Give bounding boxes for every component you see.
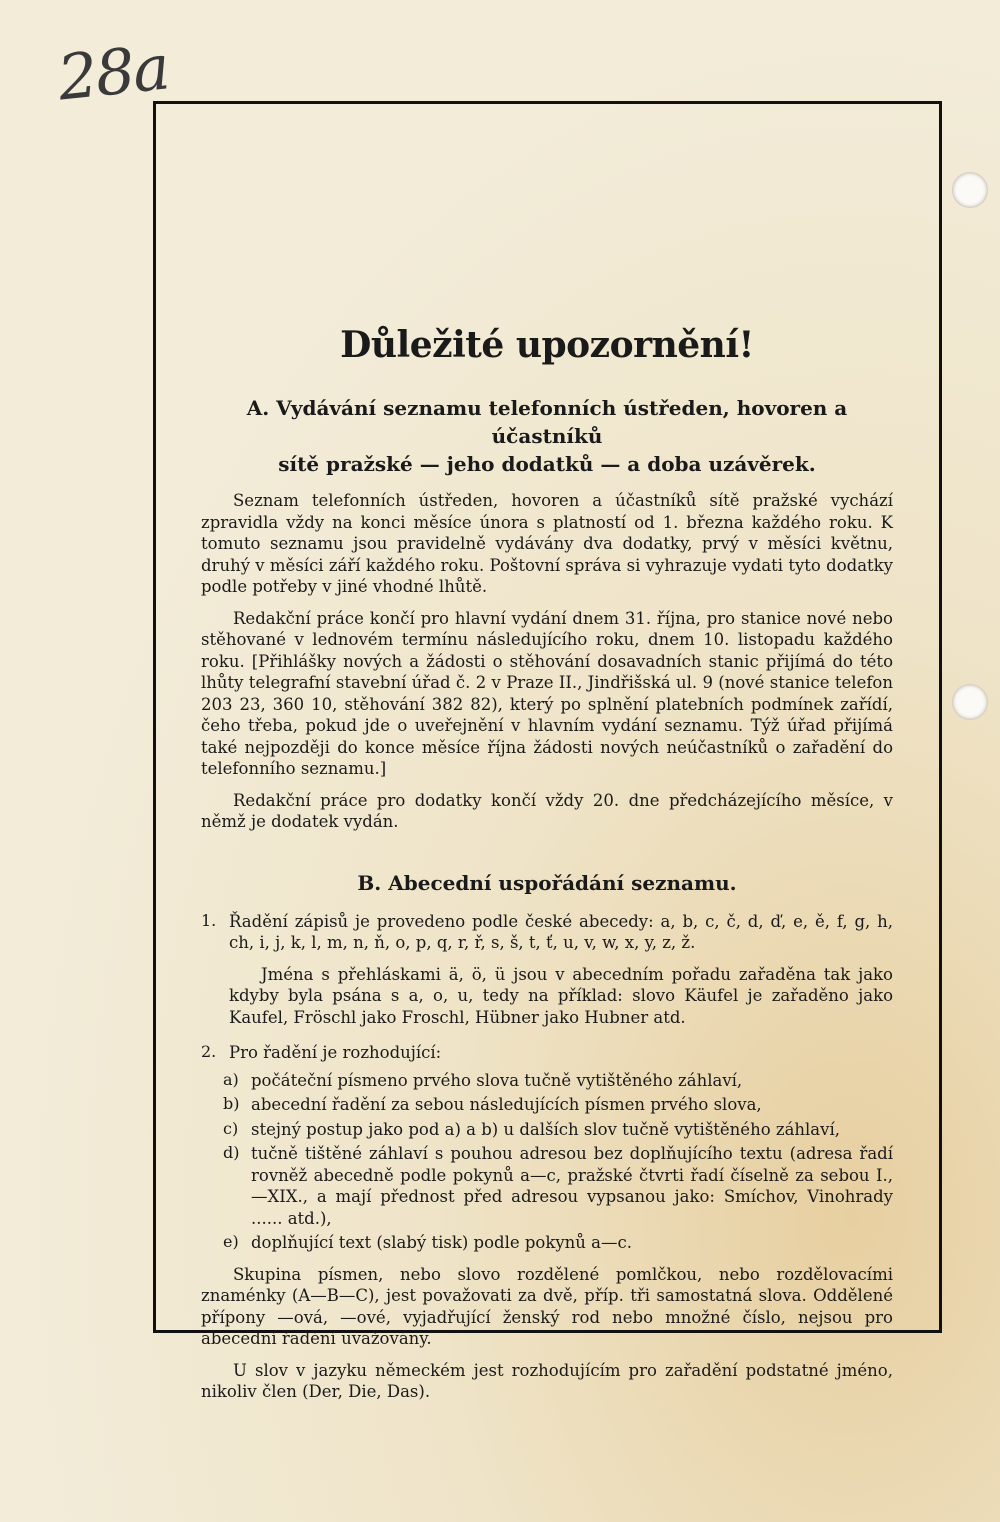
section-b-item-1 (201, 911, 893, 1029)
section-b-title: B. Abecední uspořádání seznamu. (357, 870, 737, 895)
section-a-title (201, 394, 893, 478)
item-1-text: Řadění zápisů je provedeno podle české abecedy: a, b, c, č, d, ď, e, ě, f, g, h, ch, i, j, k, l, m, n, ň, o, p, q, r, ř, s, š, t, ť, u, v, w, x, y, z, ž. (229, 911, 893, 952)
subitem-a (201, 1070, 893, 1092)
subitem-b (201, 1094, 893, 1116)
subitem-c (201, 1119, 893, 1141)
item-2-number: 2. (201, 1042, 217, 1061)
section-a-title-line1: A. Vydávání seznamu telefonních ústředen, hovoren a účastníků (246, 396, 848, 448)
section-a-paragraph-2: Redakční práce končí pro hlavní vydání dnem 31. října, pro stanice nové nebo stěhované v lednovém termínu následujícího roku, dnem 10. listopadu každého roku. [Přihlášky nových a žádosti o stěhování dosavadních stanic přijímá do této lhůty telegrafní stavební úřad č. 2 v Praze II., Jindřišská ul. 9 (nové stanice telefon 203 23, 360 10, stěhování 382 82), který po splnění platebních podmínek zařídí, čeho třeba, pokud jde o uveřejnění v hlavním vydání seznamu. Týž úřad přijímá také nejpozději do konce měsíce října žádosti nových neúčastníků o zařadění do telefonního seznamu.] (201, 608, 893, 778)
subitem-label: a) (223, 1069, 239, 1089)
section-a-paragraph-1: Seznam telefonních ústředen, hovoren a účastníků sítě pražské vychází zpravidla vždy na konci měsíce února s platností od 1. března každého roku. K tomuto seznamu jsou pravidelně vydávány dva dodatky, prvý v měsíci květnu, druhý v měsíci září každého roku. Poštovní správa si vyhrazuje vydati tyto dodatky podle potřeby v jiné vhodné lhůtě. (201, 491, 893, 596)
subitem-e (201, 1232, 893, 1254)
handwritten-page-number: 28a (54, 30, 172, 115)
subitem-text: tučně tištěné záhlaví s pouhou adresou bez doplňujícího textu (adresa řadí rovněž abecedně podle pokynů a—c, pražské čtvrti řadí číselně za sebou I.,—XIX., a mají přednost před adresou vypsanou jako: Smíchov, Vinohrady ...... atd.), (251, 1144, 893, 1228)
subitem-d (201, 1143, 893, 1229)
notice-frame (153, 101, 942, 1401)
item-1-number: 1. (201, 910, 217, 930)
subitem-text: počáteční písmeno prvého slova tučně vytištěného záhlaví, (251, 1070, 743, 1090)
subitem-text: abecední řadění za sebou následujících písmen prvého slova, (251, 1095, 762, 1114)
punch-hole-top (952, 172, 988, 208)
notice-title: Důležité upozornění! (340, 324, 754, 366)
item-1-note: Jména s přehláskami ä, ö, ü jsou v abecedním pořadu zařaděna tak jako kdyby byla psána s a, o, u, tedy na příklad: slovo Käufel je zařaděno jako Kaufel, Fröschl jako Froschl, Hübner jako Hubner atd. (229, 964, 893, 1027)
item-2-subitems (201, 1070, 893, 1254)
subitem-label: c) (223, 1118, 239, 1138)
section-b-item-2 (201, 1042, 893, 1064)
section-a-paragraph-3: Redakční práce pro dodatky končí vždy 20. dne předcházejícího měsíce, v němž je dodatek vydán. (201, 790, 893, 831)
punch-hole-bottom (952, 684, 988, 720)
subitem-text: doplňující text (slabý tisk) podle pokynů a—c. (251, 1233, 633, 1252)
notice-content (201, 324, 893, 1403)
subitem-label: b) (223, 1094, 240, 1113)
subitem-label: d) (223, 1143, 240, 1162)
item-2-text: Pro řadění je rozhodující: (229, 1043, 442, 1062)
subitem-label: e) (223, 1232, 239, 1251)
subitem-text: stejný postup jako pod a) a b) u dalších slov tučně vytištěného záhlaví, (251, 1119, 840, 1139)
section-b-paragraph-german: U slov v jazyku německém jest rozhodujícím pro zařadění podstatné jméno, nikoliv člen (Der, Die, Das). (201, 1360, 893, 1401)
section-b-paragraph-groups: Skupina písmen, nebo slovo rozdělené pomlčkou, nebo rozdělovacími znaménky (A—B—C), jest považovati za dvě, příp. tři samostatná slova. Oddělené přípony —ová, —ové, vyjadřující ženský rod nebo množné číslo, nejsou pro abecední řadění uvažovány. (201, 1264, 893, 1348)
section-a-title-line2: sítě pražské — jeho dodatků — a doba uzávěrek. (278, 452, 816, 476)
